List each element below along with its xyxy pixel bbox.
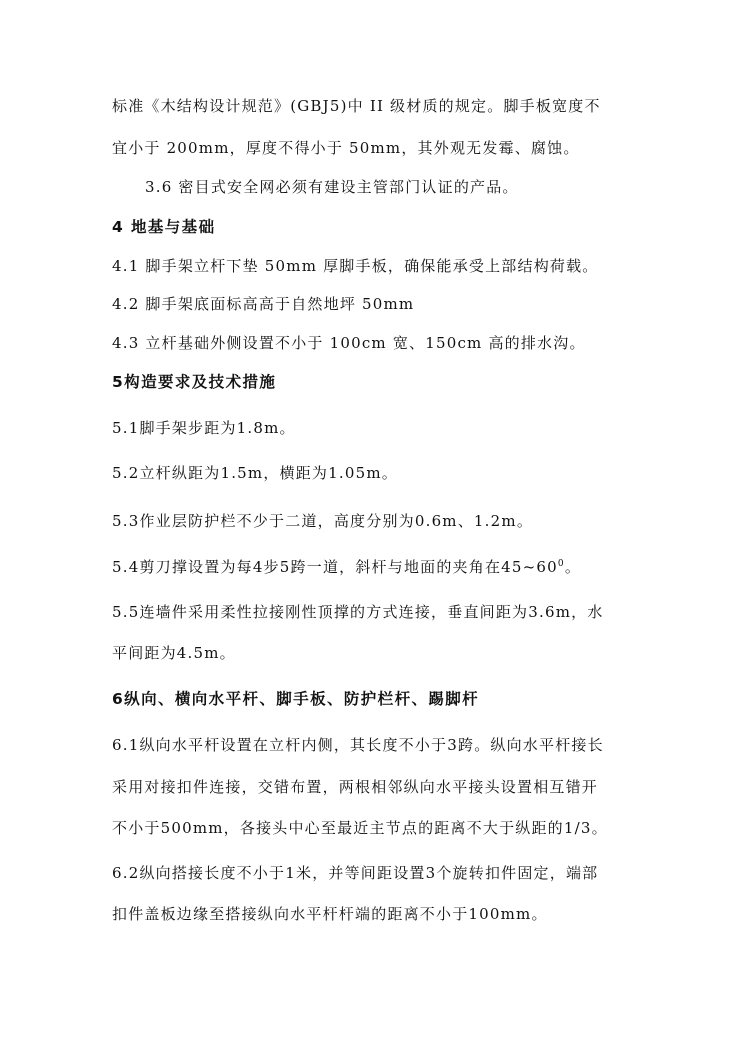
paragraph-3-6: 3.6 密目式安全网必须有建设主管部门认证的产品。 bbox=[145, 178, 519, 196]
paragraph-5-3: 5.3作业层防护栏不少于二道，高度分别为0.6m、1.2m。 bbox=[112, 512, 534, 530]
paragraph-6-2-line-2: 扣件盖板边缘至搭接纵向水平杆杆端的距离不小于100mm。 bbox=[112, 905, 548, 923]
paragraph-5-5-line-1: 5.5连墙件采用柔性拉接刚性顶撑的方式连接，垂直间距为3.6m，水 bbox=[112, 603, 604, 621]
degree-superscript: 0 bbox=[557, 559, 565, 569]
paragraph-5-2: 5.2立杆纵距为1.5m，横距为1.05m。 bbox=[112, 464, 398, 482]
section-heading-4: 4 地基与基础 bbox=[112, 218, 216, 236]
paragraph-6-1-line-2: 采用对接扣件连接，交错布置，两根相邻纵向水平接头设置相互错开 bbox=[112, 778, 599, 796]
paragraph-5-5-line-2: 平间距为4.5m。 bbox=[112, 644, 236, 662]
section-heading-6: 6纵向、横向水平杆、脚手板、防护栏杆、踢脚杆 bbox=[112, 690, 480, 708]
section-heading-5: 5构造要求及技术措施 bbox=[112, 373, 277, 391]
paragraph-5-4-text: 5.4剪刀撑设置为每4步5跨一道，斜杆与地面的夹角在45~60 bbox=[112, 558, 558, 576]
paragraph-6-1-line-1: 6.1纵向水平杆设置在立杆内侧，其长度不小于3跨。纵向水平杆接长 bbox=[112, 736, 604, 754]
paragraph-5-4 bbox=[112, 557, 642, 577]
paragraph-5-1: 5.1脚手架步距为1.8m。 bbox=[112, 419, 296, 437]
paragraph-5-4-end: 。 bbox=[564, 558, 582, 576]
paragraph-line: 标准《木结构设计规范》(GBJ5)中 II 级材质的规定。脚手板宽度不 bbox=[112, 97, 601, 115]
paragraph-6-2-line-1: 6.2纵向搭接长度不小于1米，并等间距设置3个旋转扣件固定，端部 bbox=[112, 864, 599, 882]
paragraph-4-1: 4.1 脚手架立杆下垫 50mm 厚脚手板，确保能承受上部结构荷载。 bbox=[112, 257, 599, 275]
paragraph-line: 宜小于 200mm，厚度不得小于 50mm，其外观无发霉、腐蚀。 bbox=[112, 139, 580, 157]
paragraph-4-3: 4.3 立杆基础外侧设置不小于 100cm 宽、150cm 高的排水沟。 bbox=[112, 334, 586, 352]
paragraph-4-2: 4.2 脚手架底面标高高于自然地坪 50mm bbox=[112, 295, 415, 313]
paragraph-6-1-line-3: 不小于500mm，各接头中心至最近主节点的距离不大于纵距的1/3。 bbox=[112, 819, 608, 837]
